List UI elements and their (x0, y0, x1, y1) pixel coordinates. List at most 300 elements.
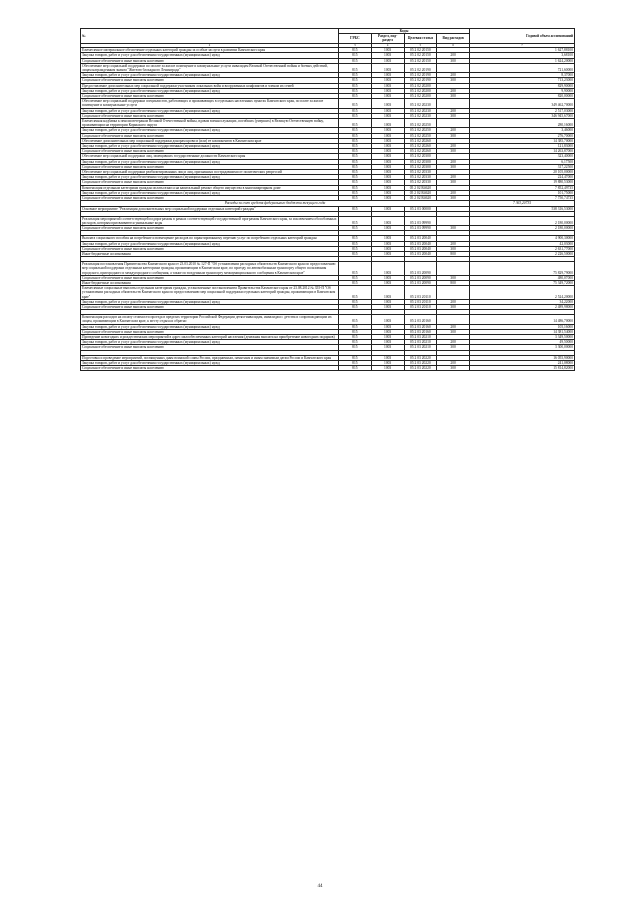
cell-rz: 1003 (371, 185, 404, 190)
cell-grbs: 815 (339, 53, 372, 58)
cell-vr: 300 (437, 58, 470, 63)
cell-name: Ежемесячная надбавка к пенсии ветеранам Великой Отечественной войны, вдовам военнослужащих, погибших (умерших) в Великую Отечественную войну, проживающим на территории Корякского округа (81, 119, 339, 128)
cell-vol: 241,08000 (470, 360, 575, 365)
cell-grbs: 815 (339, 88, 372, 93)
cell-name: Предоставление дополнительных мер социальной поддержки участникам локальных войн и вооруженных конфликтов и членам их семей (81, 83, 339, 88)
cell-rz: 1003 (371, 119, 404, 128)
cell-name: Социальное обеспечение и иные выплаты населению (81, 365, 339, 370)
header-grbs: ГРБС (339, 34, 372, 43)
cell-cs: 05 2 03 09990 (404, 216, 437, 225)
cell-rz: 1003 (371, 236, 404, 241)
cell-name: Закупка товаров, работ и услуг для обеспечения государственных (муниципальных) нужд (81, 175, 339, 180)
cell-grbs: 815 (339, 304, 372, 309)
cell-grbs: 815 (339, 365, 372, 370)
cell-vol: 820,00000 (470, 94, 575, 99)
cell-cs: 05 2 03 20040 (404, 236, 437, 241)
column-number: 7 (470, 43, 575, 48)
cell-name: Закупка товаров, работ и услуг для обеспечения государственных (муниципальных) нужд (81, 360, 339, 365)
cell-name: Основное мероприятие "Реализация дополнительных мер социальной поддержки отдельных категорий граждан" (81, 206, 339, 211)
cell-name: Закупка товаров, работ и услуг для обеспечения государственных (муниципальных) нужд (81, 159, 339, 164)
cell-vr: 300 (437, 196, 470, 201)
cell-name: Социальное обеспечение и иные выплаты населению (81, 113, 339, 118)
cell-rz: 1003 (371, 262, 404, 276)
cell-name: Реализация мероприятий соответствующей подпрограммы в рамках соответствующей государственной программы Камчатского края, за исключением обособленных расходов, которым присваиваются уникальные коды (82, 216, 337, 225)
cell-vol: 2 631,77000 (470, 246, 575, 251)
cell-vr: 300 (437, 345, 470, 350)
cell-rz: 1003 (371, 128, 404, 133)
cell-name: Закупка товаров, работ и услуг для обеспечения государственных (муниципальных) нужд (81, 144, 339, 149)
cell-grbs: 815 (339, 275, 372, 280)
cell-vol: 14 486,70000 (470, 315, 575, 324)
cell-vr (437, 63, 470, 72)
cell-cs: 05 2 03 00000 (404, 206, 437, 211)
cell-rz: 1003 (371, 334, 404, 339)
cell-name: Социальное обеспечение и иные выплаты населению (81, 164, 339, 169)
cell-vol: 2 226,50000 (470, 251, 575, 256)
cell-grbs: 815 (339, 324, 372, 329)
cell-name: Ежемесячные социальные выплаты отдельным категориям граждан, установленные постановлением Правительства Камчатского края от 23.08.2012 № 355-П "Об установлении расходных обязательств Камчатского края по предоставлению мер социальной поддержки отдельных категорий граждан, проживающих в Камчатском крае" (81, 286, 339, 300)
cell-grbs: 815 (339, 246, 372, 251)
cell-cs: 05 2 02 20150 (404, 58, 437, 63)
cell-cs: 05 2 02 R4620 (404, 196, 437, 201)
cell-name: Социальное обеспечение и иные выплаты населению (81, 149, 339, 154)
cell-rz: 1003 (371, 138, 404, 143)
cell-grbs: 815 (339, 190, 372, 195)
cell-cs: 05 2 03 20090 (404, 275, 437, 280)
cell-grbs: 815 (339, 360, 372, 365)
table-row (81, 315, 575, 324)
cell-rz: 1003 (371, 196, 404, 201)
cell-cs: 05 2 03 20160 (404, 324, 437, 329)
cell-vr: 200 (437, 144, 470, 149)
cell-cs: 05 2 02 20250 (404, 128, 437, 133)
cell-vol: 14 263,87000 (470, 149, 575, 154)
cell-vol: 713,23000 (470, 78, 575, 83)
cell-cs: 05 2 02 20250 (404, 133, 437, 138)
cell-vol: 538 316,53000 (470, 206, 575, 211)
cell-vol: 1 624,20000 (470, 58, 575, 63)
cell-vol: 480,07000 (470, 275, 575, 280)
cell-grbs: 815 (339, 345, 372, 350)
cell-name: Закупка товаров, работ и услуг для обеспечения государственных (муниципальных) нужд (81, 88, 339, 93)
cell-vr: 200 (437, 360, 470, 365)
table-row (81, 365, 575, 370)
cell-cs: 05 2 03 20040 (404, 241, 437, 246)
cell-vol: 3,68100 (470, 53, 575, 58)
cell-rz: 1003 (371, 58, 404, 63)
cell-grbs: 815 (339, 340, 372, 345)
cell-name: Обеспечение мер социальной поддержки специалистов, работающих и проживающих в отдельных населенных пунктах Камчатского края, по плате за жилое помещение и коммунальные услуги (81, 99, 339, 108)
cell-vr: 300 (437, 78, 470, 83)
document-page (80, 28, 575, 371)
cell-vr: 200 (437, 324, 470, 329)
cell-grbs: 815 (339, 185, 372, 190)
note-volume: 7 363,20735 (470, 201, 575, 206)
cell-rz: 1003 (371, 108, 404, 113)
cell-vr (437, 119, 470, 128)
header-section: Раздел, под-раздел (371, 34, 404, 43)
cell-vr: 200 (437, 73, 470, 78)
cell-grbs: 815 (339, 154, 372, 159)
cell-grbs: 815 (339, 251, 372, 256)
cell-vol: 19 880,53000 (470, 180, 575, 185)
cell-grbs: 815 (339, 144, 372, 149)
cell-cs: 05 2 03 20160 (404, 329, 437, 334)
cell-grbs: 815 (339, 236, 372, 241)
cell-name: Обеспечение мер социальной поддержки по оплате за жилое помещение и коммунальные услуги инвалидам Великой Отечественной войны и боевых действий, лицам награжденным знаком "Жителю блокадного Ленинграда" (81, 63, 339, 72)
cell-cs: 05 2 03 20220 (404, 360, 437, 365)
cell-name: Социальное обеспечение и иные выплаты населению (81, 304, 339, 309)
cell-cs: 05 2 02 20230 (404, 108, 437, 113)
cell-cs: 05 2 03 20220 (404, 365, 437, 370)
cell-vr: 200 (437, 175, 470, 180)
cell-name: Компенсация отдельным категориям граждан оплаты взноса на капитальный ремонт общего имущества в многоквартирном доме (81, 185, 339, 190)
cell-vol: 121,83000 (470, 144, 575, 149)
cell-name: Компенсация расходов на оплату стоимости проезда в пределах территории Российской Федерации детям-инвалидам, инвалидам с детства и сопровождающим их лицам, проживающим в Камчатском крае, к месту отдыха и обратно (81, 315, 339, 324)
cell-grbs: 815 (339, 262, 372, 276)
cell-rz: 1003 (371, 88, 404, 93)
cell-vol: 1 627,88100 (470, 48, 575, 53)
cell-rz: 1003 (371, 275, 404, 280)
cell-vr: 200 (437, 190, 470, 195)
cell-vol: 829,90000 (470, 83, 575, 88)
cell-cs: 05 2 02 20300 (404, 154, 437, 159)
column-number: 2 (81, 43, 339, 48)
cell-cs: 05 2 02 20200 (404, 83, 437, 88)
cell-rz: 1003 (371, 149, 404, 154)
cell-rz: 1003 (371, 94, 404, 99)
cell-grbs: 815 (339, 216, 372, 225)
cell-vr: 200 (437, 340, 470, 345)
cell-rz: 1003 (371, 180, 404, 185)
cell-cs: 05 2 02 20330 (404, 175, 437, 180)
cell-vr: 800 (437, 280, 470, 285)
cell-vr (437, 99, 470, 108)
cell-cs: 05 2 02 20330 (404, 170, 437, 175)
cell-vol: 75 349,72000 (470, 280, 575, 285)
cell-vr: 200 (437, 53, 470, 58)
cell-grbs: 815 (339, 83, 372, 88)
cell-grbs: 815 (339, 334, 372, 339)
cell-grbs: 815 (339, 206, 372, 211)
cell-rz: 1003 (371, 360, 404, 365)
cell-grbs: 815 (339, 196, 372, 201)
cell-vol: 2 517,03000 (470, 108, 575, 113)
cell-grbs: 815 (339, 48, 372, 53)
cell-vr: 300 (437, 133, 470, 138)
cell-name: Закупка товаров, работ и услуг для обеспечения государственных (муниципальных) нужд (81, 340, 339, 345)
cell-grbs: 815 (339, 170, 372, 175)
cell-vr (437, 315, 470, 324)
cell-name: Социальное обеспечение и иные выплаты населению (81, 345, 339, 350)
column-number: 6 (437, 43, 470, 48)
cell-rz: 1003 (371, 154, 404, 159)
cell-vr: 300 (437, 180, 470, 185)
page-number: 44 (317, 884, 323, 889)
cell-vol: 224,47000 (470, 175, 575, 180)
cell-vol: 105,16000 (470, 324, 575, 329)
cell-cs: 05 2 02 R4620 (404, 185, 437, 190)
cell-cs: 05 2 03 20090 (404, 280, 437, 285)
table-row (81, 262, 575, 276)
cell-vr (437, 286, 470, 300)
cell-name: Социальное обеспечение и иные выплаты населению (81, 246, 339, 251)
cell-vol: 14 385,70000 (470, 138, 575, 143)
cell-cs: 05 2 03 09990 (404, 226, 437, 231)
cell-vr: 300 (437, 246, 470, 251)
cell-grbs: 815 (339, 78, 372, 83)
cell-vol: 276,70000 (470, 133, 575, 138)
cell-rz: 1003 (371, 315, 404, 324)
table-row (81, 119, 575, 128)
table-row (81, 63, 575, 72)
cell-grbs: 815 (339, 241, 372, 246)
header-volume: Годовой объем ассигнований (470, 29, 575, 44)
cell-vol: 20 105,00000 (470, 170, 575, 175)
cell-grbs: 815 (339, 299, 372, 304)
cell-vr: 200 (437, 88, 470, 93)
cell-grbs: 815 (339, 226, 372, 231)
cell-name: Ежемесячное материальное обеспечение отдельных категорий граждан за особые заслуги в развитии Камчатского края (81, 48, 339, 53)
cell-vol: 49,50000 (470, 340, 575, 345)
cell-vol: 75 829,79000 (470, 262, 575, 276)
cell-name: Закупка товаров, работ и услуг для обеспечения государственных (муниципальных) нужд (81, 190, 339, 195)
cell-vol: 323,40000 (470, 154, 575, 159)
cell-cs: 05 2 02 20200 (404, 88, 437, 93)
cell-name: Реализация постановления Правительства Камчатского края от 23.03.2010 № 127-П "Об установлении расходных обязательств Камчатского края по предоставлению мер социальной поддержки отдельным категориям граждан, проживающим в Камчатском крае, по проезду по автомобильным транспорту общего пользования городского, пригородного и междугородного сообщения, а также по воздушным транспорту межмуниципального сообщения в Камчатском крае" (81, 262, 339, 276)
cell-name: Социальное обеспечение и иные выплаты населению (81, 133, 339, 138)
cell-cs: 05 2 03 20220 (404, 355, 437, 360)
cell-name: Социальное обеспечение и иные выплаты населению (81, 275, 339, 280)
cell-grbs: 815 (339, 113, 372, 118)
cell-vol: 9,90000 (470, 88, 575, 93)
cell-cs: 05 2 02 20250 (404, 119, 437, 128)
table-row (81, 216, 575, 225)
cell-rz: 1003 (371, 324, 404, 329)
cell-rz: 1003 (371, 144, 404, 149)
cell-rz: 1003 (371, 365, 404, 370)
note-text: Расходы за счет средств федерального бюджета текущего года (81, 201, 470, 206)
cell-name: Закупка товаров, работ и услуг для обеспечения государственных (муниципальных) нужд (81, 73, 339, 78)
cell-cs: 05 2 02 20230 (404, 99, 437, 108)
cell-rz: 1003 (371, 53, 404, 58)
cell-vol: 42,03000 (470, 241, 575, 246)
table-body (81, 48, 575, 371)
cell-vr: 300 (437, 149, 470, 154)
cell-vr: 200 (437, 299, 470, 304)
cell-vr (437, 262, 470, 276)
cell-vol: 15 814,82000 (470, 365, 575, 370)
cell-rz: 1003 (371, 133, 404, 138)
cell-grbs: 815 (339, 286, 372, 300)
cell-name: Обеспечение дополнительных мер социальной поддержки донорам крови и (или) ее компонентов в Камчатском крае (81, 138, 339, 143)
cell-cs: 05 2 02 20300 (404, 164, 437, 169)
cell-cs: 05 2 02 20150 (404, 53, 437, 58)
cell-cs: 05 2 03 20110 (404, 299, 437, 304)
cell-vr (437, 216, 470, 225)
cell-cs: 05 2 03 20090 (404, 262, 437, 276)
cell-name: Социальное обеспечение и иные выплаты населению (81, 58, 339, 63)
cell-cs: 05 2 02 20150 (404, 48, 437, 53)
header-target-article: Целевая статья (404, 34, 437, 43)
cell-cs: 05 2 02 20190 (404, 63, 437, 72)
cell-rz: 1003 (371, 83, 404, 88)
cell-name: Подготовка и проведение мероприятий, посвященных дням воинской славы России, праздничным, памятным и иным значимым датам России и Камчатского края (81, 355, 339, 360)
cell-vol: 34,22000 (470, 299, 575, 304)
cell-vol: 2 180,00000 (470, 226, 575, 231)
cell-rz: 1003 (371, 99, 404, 108)
cell-cs: 05 2 02 20230 (404, 113, 437, 118)
cell-name: Выплата социального пособия на погребение и возмещение расходов по гарантированному перечню услуг по погребению отдельных категорий граждан (81, 236, 339, 241)
cell-vol: 7 852,49735 (470, 185, 575, 190)
cell-cs: 05 2 03 20210 (404, 334, 437, 339)
cell-cs: 05 2 03 20110 (404, 304, 437, 309)
cell-grbs: 815 (339, 94, 372, 99)
cell-name: Закупка товаров, работ и услуг для обеспечения государственных (муниципальных) нужд (81, 108, 339, 113)
cell-vol: 2 489,98000 (470, 304, 575, 309)
cell-vr: 200 (437, 241, 470, 246)
cell-vol: 317,22500 (470, 164, 575, 169)
cell-rz: 1003 (371, 299, 404, 304)
cell-name: Социальное обеспечение и иные выплаты населению (81, 78, 339, 83)
column-number: 5 (404, 43, 437, 48)
cell-vr: 300 (437, 94, 470, 99)
cell-grbs: 815 (339, 99, 372, 108)
cell-cs: 05 2 02 R4620 (404, 190, 437, 195)
cell-vol: 346 945,67000 (470, 113, 575, 118)
cell-name: Проведение новогодних и рождественских мероприятий в адрес малообеспеченных категорий населения (денежная выплата на приобретение новогодних подарков) (81, 334, 339, 339)
cell-cs: 05 2 03 20210 (404, 345, 437, 350)
cell-rz: 1003 (371, 170, 404, 175)
cell-name: Закупка товаров, работ и услуг для обеспечения государственных (муниципальных) нужд (81, 299, 339, 304)
cell-name: Социальное обеспечение и иные выплаты населению (81, 329, 339, 334)
cell-cs: 05 2 02 20190 (404, 73, 437, 78)
cell-vr: 300 (437, 226, 470, 231)
cell-rz: 1003 (371, 329, 404, 334)
cell-cs: 05 2 02 20300 (404, 159, 437, 164)
cell-vr: 200 (437, 108, 470, 113)
cell-grbs: 815 (339, 73, 372, 78)
cell-rz: 1003 (371, 246, 404, 251)
cell-rz: 1003 (371, 206, 404, 211)
cell-rz: 1003 (371, 175, 404, 180)
cell-cs: 05 2 02 20260 (404, 144, 437, 149)
cell-cs: 05 2 02 20330 (404, 180, 437, 185)
column-number: 4 (371, 43, 404, 48)
cell-rz: 1003 (371, 355, 404, 360)
cell-cs: 05 2 02 20200 (404, 94, 437, 99)
cell-vr: 300 (437, 304, 470, 309)
header-no: № (81, 29, 339, 44)
cell-cs: 05 2 03 20160 (404, 315, 437, 324)
cell-vr: 300 (437, 164, 470, 169)
cell-vr: 200 (437, 159, 470, 164)
cell-cs: 05 2 02 20190 (404, 78, 437, 83)
cell-cs: 05 2 03 20210 (404, 340, 437, 345)
cell-grbs: 815 (339, 180, 372, 185)
cell-rz: 1003 (371, 164, 404, 169)
cell-name: Социальное обеспечение и иные выплаты населению (81, 94, 339, 99)
cell-name: Закупка товаров, работ и услуг для обеспечения государственных (муниципальных) нужд (81, 241, 339, 246)
cell-rz: 1003 (371, 340, 404, 345)
header-codes: Коды (339, 29, 470, 34)
table-row (81, 286, 575, 300)
cell-rz: 1003 (371, 78, 404, 83)
cell-grbs: 815 (339, 355, 372, 360)
cell-grbs: 815 (339, 128, 372, 133)
cell-rz: 1003 (371, 241, 404, 246)
cell-name: Обеспечение мер социальной поддержки лиц, замещавших государственные должности Камчатского края (81, 154, 339, 159)
cell-grbs: 815 (339, 63, 372, 72)
cell-cs: 05 2 03 20040 (404, 246, 437, 251)
cell-rz: 1003 (371, 113, 404, 118)
budget-table (80, 28, 575, 371)
cell-rz: 1003 (371, 190, 404, 195)
cell-name: Закупка товаров, работ и услуг для обеспечения государственных (муниципальных) нужд (81, 53, 339, 58)
cell-rz: 1003 (371, 216, 404, 225)
column-number: 3 (339, 43, 372, 48)
cell-grbs: 815 (339, 58, 372, 63)
cell-rz: 1003 (371, 63, 404, 72)
cell-vol: 2 524,20000 (470, 286, 575, 300)
cell-vol: 280,16000 (470, 119, 575, 128)
cell-name: Социальное обеспечение и иные выплаты населению (81, 196, 339, 201)
cell-vol: 6,17500 (470, 159, 575, 164)
cell-vol: 8,37000 (470, 73, 575, 78)
table-row (81, 99, 575, 108)
cell-vol: 349 462,70000 (470, 99, 575, 108)
cell-vol: 3 349,50000 (470, 334, 575, 339)
cell-name: Социальное обеспечение и иные выплаты населению (81, 226, 339, 231)
cell-grbs: 815 (339, 138, 372, 143)
cell-name: Иные бюджетные ассигнования (81, 251, 339, 256)
cell-rz: 1003 (371, 48, 404, 53)
cell-rz: 1003 (371, 280, 404, 285)
cell-vr: 300 (437, 275, 470, 280)
cell-cs: 05 2 03 20110 (404, 286, 437, 300)
cell-cs: 05 2 02 20260 (404, 138, 437, 143)
cell-vr: 300 (437, 113, 470, 118)
cell-cs: 05 2 03 20040 (404, 251, 437, 256)
cell-rz: 1003 (371, 286, 404, 300)
cell-grbs: 815 (339, 164, 372, 169)
cell-cs: 05 2 02 20260 (404, 149, 437, 154)
cell-grbs: 815 (339, 329, 372, 334)
cell-rz: 1003 (371, 73, 404, 78)
cell-rz: 1003 (371, 345, 404, 350)
cell-vol: 2 180,00000 (470, 216, 575, 225)
cell-vol: 3,46000 (470, 128, 575, 133)
cell-vr: 300 (437, 329, 470, 334)
header-expense-type: Вид расходов (437, 34, 470, 43)
cell-grbs: 815 (339, 149, 372, 154)
cell-vol: 3 300,00000 (470, 345, 575, 350)
cell-rz: 1003 (371, 226, 404, 231)
cell-name: Обеспечение мер социальной поддержки реабилитированных лиц и лиц, признанных пострадавшими от политических репрессий (81, 170, 339, 175)
cell-vol: 4 900,30000 (470, 236, 575, 241)
cell-vol: 7 750,74735 (470, 196, 575, 201)
cell-vol: 721,60000 (470, 63, 575, 72)
cell-name: Закупка товаров, работ и услуг для обеспечения государственных (муниципальных) нужд (81, 324, 339, 329)
cell-grbs: 815 (339, 108, 372, 113)
cell-grbs: 815 (339, 133, 372, 138)
cell-grbs: 815 (339, 119, 372, 128)
cell-grbs: 815 (339, 280, 372, 285)
cell-name: Иные бюджетные ассигнования (81, 280, 339, 285)
cell-vr: 300 (437, 365, 470, 370)
cell-vr: 200 (437, 128, 470, 133)
cell-vol: 101,75000 (470, 190, 575, 195)
